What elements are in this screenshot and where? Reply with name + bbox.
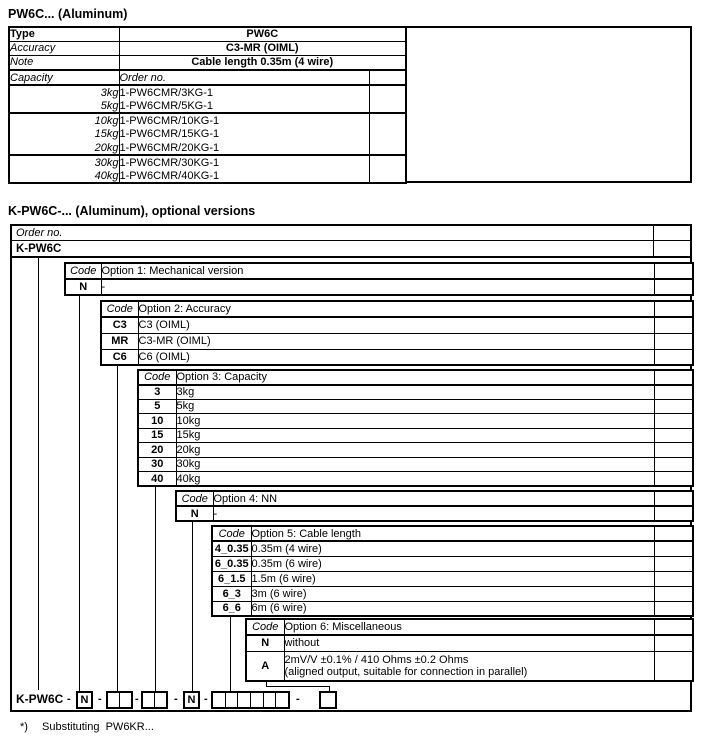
capacity-row xyxy=(9,155,406,169)
option-desc-cell: C3-MR (OIML) xyxy=(138,333,654,349)
capacity-row xyxy=(9,169,406,183)
code-separator-dash: - xyxy=(135,693,139,705)
option-title: Option 2: Accuracy xyxy=(138,301,654,317)
header-rows-right-cell-divider xyxy=(653,226,654,256)
option-desc-cell xyxy=(284,651,654,681)
option-code-cell: 40 xyxy=(138,472,176,487)
capacity-header-label: Capacity xyxy=(9,70,119,85)
option-code-cell: 10 xyxy=(138,414,176,429)
option-spare-cell xyxy=(654,491,693,506)
code-box-cell xyxy=(321,693,335,707)
option-code-cell: 5 xyxy=(138,399,176,414)
capacity-header-spare-cell xyxy=(369,70,406,85)
order-no-cell: 1-PW6CMR/3KG-1 xyxy=(119,85,369,99)
code-box-option3 xyxy=(141,691,168,709)
option-row xyxy=(212,556,693,571)
option-row xyxy=(212,601,693,616)
option-desc-cell: C6 (OIML) xyxy=(138,349,654,365)
capacity-cell: 15kg xyxy=(9,127,119,141)
option-desc-cell: 15kg xyxy=(176,428,654,443)
option-code-cell: 6_1.5 xyxy=(212,571,251,586)
footnote-marker: *) xyxy=(20,721,28,733)
spec-label-cell: Type xyxy=(9,27,119,41)
connector-option1 xyxy=(79,294,80,691)
option-desc-cell: - xyxy=(213,506,654,521)
code-box-cell xyxy=(108,693,119,707)
spare-cell xyxy=(369,85,406,99)
option-title: Option 5: Cable length xyxy=(251,526,654,541)
option-header-row xyxy=(212,526,693,541)
option-spare-cell xyxy=(654,619,693,635)
option-code-cell: MR xyxy=(101,333,138,349)
option-title: Option 3: Capacity xyxy=(176,370,654,385)
option-row xyxy=(212,541,693,556)
order-no-row-label: Order no. xyxy=(16,227,63,239)
code-box-option4 xyxy=(183,691,200,709)
option-code-cell: N xyxy=(246,635,284,651)
option-spare-cell xyxy=(654,571,693,586)
option-header-row xyxy=(101,301,693,317)
option-code-cell: N xyxy=(176,506,213,521)
option-table-3 xyxy=(137,369,694,487)
section2-title: K-PW6C-... (Aluminum), optional versions xyxy=(8,204,256,218)
option-title: Option 6: Miscellaneous xyxy=(284,619,654,635)
order-no-row-divider xyxy=(10,240,692,241)
code-box-cell xyxy=(250,693,263,707)
code-box-cell xyxy=(119,693,131,707)
option-code-header: Code xyxy=(101,301,138,317)
option-desc-line2: (aligned output, suitable for connection in parallel) xyxy=(284,665,528,678)
order-no-cell: 1-PW6CMR/40KG-1 xyxy=(119,169,369,183)
option-row xyxy=(101,349,693,365)
capacity-cell: 10kg xyxy=(9,113,119,127)
option-code-cell: C3 xyxy=(101,317,138,333)
capacity-cell: 40kg xyxy=(9,169,119,183)
option-row xyxy=(138,428,693,443)
spec-value-cell: Cable length 0.35m (4 wire) xyxy=(119,55,406,70)
option-row xyxy=(138,385,693,400)
spare-cell xyxy=(369,155,406,169)
option-spare-cell xyxy=(654,526,693,541)
order-no-cell: 1-PW6CMR/10KG-1 xyxy=(119,113,369,127)
option-spare-cell xyxy=(654,349,693,365)
connector-option5 xyxy=(230,615,231,691)
option-desc-cell: 1.5m (6 wire) xyxy=(251,571,654,586)
option-desc-cell: 30kg xyxy=(176,457,654,472)
code-separator-dash: - xyxy=(296,693,300,705)
capacity-row xyxy=(9,85,406,99)
option-desc-cell: 20kg xyxy=(176,443,654,458)
option-spare-cell xyxy=(654,399,693,414)
order-no-cell: 1-PW6CMR/20KG-1 xyxy=(119,141,369,155)
spec-value-cell: PW6C xyxy=(119,27,406,41)
spare-cell xyxy=(369,99,406,113)
capacity-cell: 5kg xyxy=(9,99,119,113)
option-code-cell: 15 xyxy=(138,428,176,443)
code-box-option1 xyxy=(76,691,93,709)
order-no-cell: 1-PW6CMR/15KG-1 xyxy=(119,127,369,141)
connector-base-code xyxy=(38,258,39,690)
connector-option3 xyxy=(155,485,156,691)
option-code-cell: 4_0.35 xyxy=(212,541,251,556)
code-separator-dash: - xyxy=(174,693,178,705)
option-spare-cell xyxy=(654,385,693,400)
spare-cell xyxy=(369,127,406,141)
spec-row xyxy=(9,41,406,55)
option-spare-cell xyxy=(654,317,693,333)
option-code-cell: C6 xyxy=(101,349,138,365)
code-box-option2 xyxy=(106,691,133,709)
code-box-cell xyxy=(225,693,238,707)
capacity-cell: 20kg xyxy=(9,141,119,155)
connector-option6-across xyxy=(266,686,330,687)
option-code-header: Code xyxy=(65,263,101,279)
capacity-cell: 3kg xyxy=(9,85,119,99)
option-desc-cell: 3m (6 wire) xyxy=(251,586,654,601)
option-table-5 xyxy=(211,525,694,617)
option-code-cell: 30 xyxy=(138,457,176,472)
pw6c-spec-table xyxy=(8,26,407,184)
spec-row xyxy=(9,55,406,70)
option-code-cell: A xyxy=(246,651,284,681)
spec-value-cell: C3-MR (OIML) xyxy=(119,41,406,55)
connector-option4 xyxy=(192,520,193,691)
option-code-header: Code xyxy=(246,619,284,635)
option-spare-cell xyxy=(654,586,693,601)
capacity-row xyxy=(9,99,406,113)
option-spare-cell xyxy=(654,428,693,443)
capacity-row xyxy=(9,141,406,155)
option-row xyxy=(212,571,693,586)
spare-cell xyxy=(369,113,406,127)
code-separator-dash: - xyxy=(67,693,71,705)
option-title: Option 1: Mechanical version xyxy=(101,263,654,279)
option-desc-cell: 6m (6 wire) xyxy=(251,601,654,616)
option-spare-cell xyxy=(654,635,693,651)
spec-table-side-frame xyxy=(405,26,692,183)
option-table-4 xyxy=(175,490,694,522)
option-spare-cell xyxy=(654,506,693,521)
option-spare-cell xyxy=(654,457,693,472)
option-code-header: Code xyxy=(212,526,251,541)
option-desc-line1: 2mV/V ±0.1% / 410 Ohms ±0.2 Ohms xyxy=(284,653,469,666)
connector-option2 xyxy=(117,364,118,691)
code-box-cell xyxy=(154,693,166,707)
capacity-header-row xyxy=(9,70,406,85)
option-row xyxy=(246,651,693,681)
option-spare-cell xyxy=(654,263,693,279)
option-header-row xyxy=(176,491,693,506)
option-table-1 xyxy=(64,262,694,296)
spare-cell xyxy=(369,141,406,155)
capacity-row xyxy=(9,127,406,141)
spec-label-cell: Accuracy xyxy=(9,41,119,55)
option-header-row xyxy=(65,263,693,279)
option-spare-cell xyxy=(654,541,693,556)
option-spare-cell xyxy=(654,651,693,681)
option-code-cell: 3 xyxy=(138,385,176,400)
option-row xyxy=(138,414,693,429)
option-row xyxy=(65,279,693,295)
option-desc-cell: - xyxy=(101,279,654,295)
section1-title: PW6C... (Aluminum) xyxy=(8,7,128,21)
option-desc-cell: 10kg xyxy=(176,414,654,429)
option-code-cell: 6_3 xyxy=(212,586,251,601)
option-code-header: Code xyxy=(138,370,176,385)
option-row xyxy=(138,457,693,472)
code-box-cell xyxy=(237,693,250,707)
option-code-cell: 6_6 xyxy=(212,601,251,616)
option-spare-cell xyxy=(654,370,693,385)
option-code-cell: 20 xyxy=(138,443,176,458)
option-spare-cell xyxy=(654,279,693,295)
code-box-cell: N xyxy=(80,694,89,706)
order-no-cell: 1-PW6CMR/5KG-1 xyxy=(119,99,369,113)
option-row xyxy=(138,399,693,414)
option-row xyxy=(138,472,693,487)
footnote-text: Substituting PW6KR... xyxy=(42,721,154,733)
code-box-option5 xyxy=(211,691,290,709)
spec-label-cell: Note xyxy=(9,55,119,70)
option-row xyxy=(101,317,693,333)
code-box-option6 xyxy=(319,691,337,709)
option-desc-cell: C3 (OIML) xyxy=(138,317,654,333)
option-row xyxy=(101,333,693,349)
code-separator-dash: - xyxy=(98,693,102,705)
option-spare-cell xyxy=(654,301,693,317)
code-builder-prefix: K-PW6C xyxy=(16,692,64,706)
option-header-row xyxy=(246,619,693,635)
option-header-row xyxy=(138,370,693,385)
option-row xyxy=(138,443,693,458)
option-spare-cell xyxy=(654,443,693,458)
option-desc-cell: without xyxy=(284,635,654,651)
option-desc-cell: 0.35m (4 wire) xyxy=(251,541,654,556)
option-table-6 xyxy=(245,618,694,682)
option-spare-cell xyxy=(654,556,693,571)
spare-cell xyxy=(369,169,406,183)
option-row xyxy=(212,586,693,601)
option-row xyxy=(246,635,693,651)
option-table-2 xyxy=(100,300,694,366)
option-desc-cell: 0.35m (6 wire) xyxy=(251,556,654,571)
option-row xyxy=(176,506,693,521)
option-title: Option 4: NN xyxy=(213,491,654,506)
option-desc-cell: 5kg xyxy=(176,399,654,414)
code-box-cell: N xyxy=(187,694,196,706)
option-spare-cell xyxy=(654,472,693,487)
option-spare-cell xyxy=(654,333,693,349)
order-no-cell: 1-PW6CMR/30KG-1 xyxy=(119,155,369,169)
base-code-row-label: K-PW6C xyxy=(16,243,62,255)
capacity-row xyxy=(9,113,406,127)
code-box-cell xyxy=(263,693,276,707)
order-no-header-label: Order no. xyxy=(119,70,369,85)
option-code-cell: N xyxy=(65,279,101,295)
option-desc-cell: 3kg xyxy=(176,385,654,400)
capacity-cell: 30kg xyxy=(9,155,119,169)
code-box-cell xyxy=(213,693,225,707)
option-code-header: Code xyxy=(176,491,213,506)
option-spare-cell xyxy=(654,414,693,429)
option-desc-cell: 40kg xyxy=(176,472,654,487)
code-box-cell xyxy=(143,693,154,707)
base-code-row-divider xyxy=(10,256,692,258)
code-box-cell xyxy=(275,693,288,707)
option-code-cell: 6_0.35 xyxy=(212,556,251,571)
spec-row xyxy=(9,27,406,41)
option-spare-cell xyxy=(654,601,693,616)
code-separator-dash: - xyxy=(204,693,208,705)
